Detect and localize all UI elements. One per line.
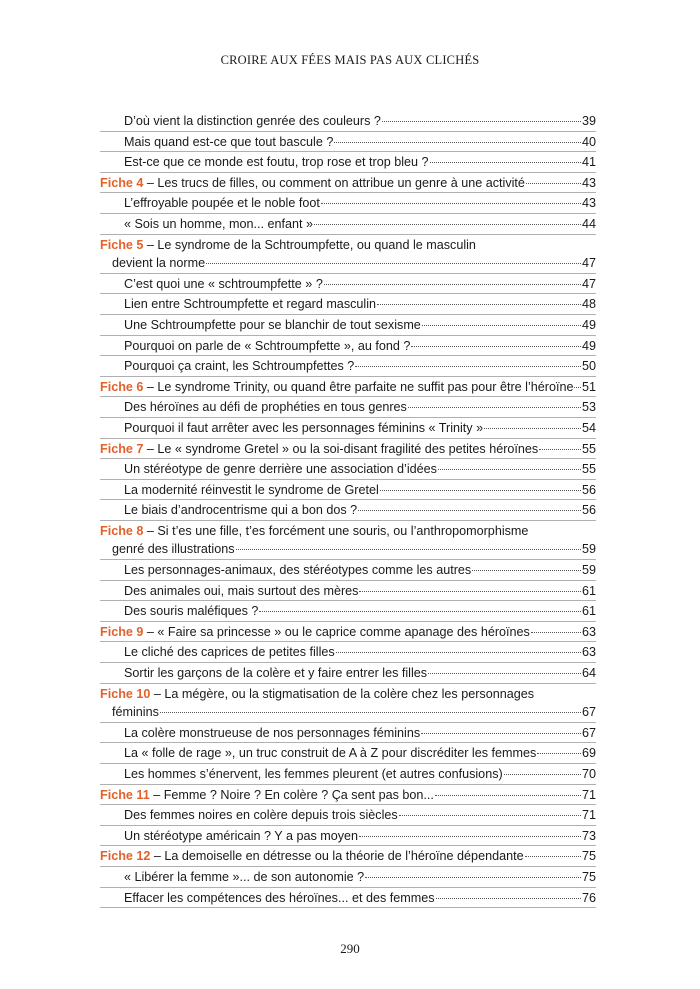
- dot-leader: [380, 490, 581, 491]
- toc-subentry: [100, 132, 596, 153]
- toc-title: Effacer les compétences des héroïnes... et des femmes: [124, 890, 435, 905]
- toc-line: [100, 522, 596, 541]
- dot-leader: [324, 284, 581, 285]
- toc-line: [124, 889, 596, 908]
- dot-leader: [355, 366, 581, 367]
- toc-subentry: [100, 663, 596, 684]
- toc-subentry: [100, 397, 596, 418]
- toc-page-number: 71: [581, 808, 596, 823]
- toc-subentry: [100, 356, 596, 377]
- dot-leader: [436, 898, 581, 899]
- dot-leader: [236, 549, 581, 550]
- toc-line: [100, 847, 596, 866]
- toc-page-number: 67: [581, 725, 596, 740]
- toc-line: [124, 275, 596, 294]
- dot-leader: [438, 469, 581, 470]
- dot-leader: [399, 815, 581, 816]
- toc-line: [124, 316, 596, 335]
- toc-title: Les personnages-animaux, des stéréotypes comme les autres: [124, 563, 472, 578]
- toc-line: [100, 236, 596, 255]
- toc-line: [124, 419, 596, 438]
- toc-title: féminins: [112, 705, 159, 720]
- toc-page-number: 48: [581, 297, 596, 312]
- toc-title: Les hommes s’énervent, les femmes pleurent (et autres confusions): [124, 767, 503, 781]
- toc-title: Un stéréotype de genre derrière une association d’idées: [124, 462, 437, 477]
- fiche-label: Fiche 9: [100, 624, 144, 639]
- toc-page-number: 63: [581, 624, 596, 639]
- toc-title: Sortir les garçons de la colère et y faire entrer les filles: [124, 666, 428, 681]
- toc-title: « Libérer la femme »... de son autonomie ?: [124, 869, 365, 884]
- toc-page-number: 41: [581, 155, 596, 170]
- toc-title: La modernité réinvestit le syndrome de Gretel: [124, 482, 379, 497]
- toc-title: – Femme ? Noire ? En colère ? Ça sent pas bon...: [153, 787, 434, 802]
- toc-line: [124, 806, 596, 825]
- toc-subentry: [100, 743, 596, 764]
- toc-page-number: 47: [581, 256, 596, 271]
- dot-leader: [358, 510, 581, 511]
- toc-title: Lien entre Schtroumpfette et regard masculin: [124, 297, 377, 312]
- toc-line: [124, 337, 596, 356]
- toc-chapter-entry: [100, 521, 596, 560]
- toc-line: [100, 440, 596, 459]
- toc-chapter-entry: [100, 785, 596, 806]
- toc-title: – Si t’es une fille, t’es forcément une souris, ou l’anthropomorphisme: [146, 523, 529, 538]
- dot-leader: [574, 387, 581, 388]
- toc-subentry: [100, 315, 596, 336]
- toc-title: Le cliché des caprices de petites filles: [124, 645, 335, 660]
- dot-leader: [472, 570, 581, 571]
- toc-title: genré des illustrations: [112, 542, 235, 557]
- toc-line: [124, 460, 596, 479]
- toc-page-number: 70: [581, 767, 596, 781]
- dot-leader: [408, 407, 581, 408]
- fiche-label: Fiche 5: [100, 237, 144, 252]
- toc-line: [124, 643, 596, 662]
- toc-line: [124, 295, 596, 314]
- toc-page-number: 76: [581, 890, 596, 905]
- toc-title: Des héroïnes au défi de prophéties en tous genres: [124, 400, 407, 415]
- table-of-contents: [100, 111, 596, 908]
- toc-page-number: 59: [581, 542, 596, 557]
- toc-page-number: 71: [581, 787, 596, 802]
- dot-leader: [537, 753, 581, 754]
- fiche-label: Fiche 7: [100, 441, 144, 456]
- dot-leader: [336, 652, 581, 653]
- toc-title: – Le « syndrome Gretel » ou la soi-disant fragilité des petites héroïnes: [146, 441, 539, 456]
- dot-leader: [484, 428, 581, 429]
- toc-line: [124, 602, 596, 621]
- toc-title: Des femmes noires en colère depuis trois siècles: [124, 808, 398, 823]
- toc-line: [124, 133, 596, 152]
- toc-page-number: 61: [581, 604, 596, 619]
- toc-title: Des animales oui, mais surtout des mères: [124, 583, 359, 598]
- toc-line: [124, 765, 596, 784]
- toc-page-number: 75: [581, 869, 596, 884]
- toc-subentry: [100, 888, 596, 909]
- toc-subentry: [100, 500, 596, 521]
- toc-title: Pourquoi on parle de « Schtroumpfette », au fond ?: [124, 338, 411, 353]
- fiche-label: Fiche 8: [100, 523, 144, 538]
- toc-page-number: 44: [581, 216, 596, 231]
- toc-title: – Les trucs de filles, ou comment on attribue un genre à une activité: [146, 175, 525, 190]
- toc-chapter-entry: [100, 846, 596, 867]
- toc-page-number: 47: [581, 276, 596, 291]
- toc-title: Un stéréotype américain ? Y a pas moyen: [124, 828, 359, 843]
- toc-page-number: 75: [581, 849, 596, 864]
- toc-title: – La demoiselle en détresse ou la théorie de l’héroïne dépendante: [153, 849, 524, 864]
- toc-page-number: 55: [581, 441, 596, 456]
- toc-title: Est-ce que ce monde est foutu, trop rose et trop bleu ?: [124, 155, 429, 170]
- toc-line: [124, 744, 596, 763]
- toc-subentry: [100, 805, 596, 826]
- toc-subentry: [100, 826, 596, 847]
- toc-page-number: 40: [581, 134, 596, 149]
- toc-line: [100, 254, 596, 273]
- toc-page-number: 64: [581, 666, 596, 681]
- toc-page-number: 39: [581, 114, 596, 128]
- dot-leader: [422, 325, 581, 326]
- toc-page-number: 43: [581, 175, 596, 190]
- dot-leader: [334, 142, 581, 143]
- toc-title: devient la norme: [112, 256, 206, 271]
- toc-line: [124, 868, 596, 887]
- toc-line: [100, 540, 596, 559]
- dot-leader: [314, 224, 581, 225]
- dot-leader: [365, 877, 581, 878]
- toc-title: – Le syndrome de la Schtroumpfette, ou quand le masculin: [146, 237, 476, 252]
- toc-line: [124, 664, 596, 683]
- toc-page-number: 59: [581, 563, 596, 578]
- fiche-label: Fiche 10: [100, 686, 151, 701]
- fiche-label: Fiche 6: [100, 379, 144, 394]
- toc-page-number: 69: [581, 746, 596, 761]
- toc-line: [124, 153, 596, 172]
- dot-leader: [526, 183, 581, 184]
- toc-subentry: [100, 723, 596, 744]
- toc-page-number: 53: [581, 400, 596, 415]
- toc-subentry: [100, 214, 596, 235]
- toc-subentry: [100, 193, 596, 214]
- toc-line: [124, 398, 596, 417]
- dot-leader: [259, 611, 581, 612]
- toc-line: [100, 703, 596, 722]
- dot-leader: [539, 449, 581, 450]
- toc-title: La « folle de rage », un truc construit de A à Z pour discréditer les femmes: [124, 746, 537, 761]
- toc-title: Une Schtroumpfette pour se blanchir de tout sexisme: [124, 317, 421, 332]
- toc-line: [124, 827, 596, 846]
- toc-chapter-entry: [100, 622, 596, 643]
- page-number: 290: [340, 941, 360, 956]
- toc-subentry: [100, 111, 596, 132]
- toc-page-number: 55: [581, 462, 596, 477]
- toc-title: C’est quoi une « schtroumpfette » ?: [124, 276, 323, 291]
- toc-title: Mais quand est-ce que tout bascule ?: [124, 134, 334, 149]
- toc-title: – Le syndrome Trinity, ou quand être parfaite ne suffit pas pour être l’héroïne: [146, 379, 574, 394]
- toc-chapter-entry: [100, 235, 596, 274]
- dot-leader: [525, 856, 581, 857]
- toc-title: Pourquoi ça craint, les Schtroumpfettes ?: [124, 359, 355, 374]
- toc-page-number: 67: [581, 705, 596, 720]
- dot-leader: [411, 346, 581, 347]
- toc-subentry: [100, 560, 596, 581]
- dot-leader: [428, 673, 581, 674]
- toc-subentry: [100, 764, 596, 785]
- toc-line: [124, 194, 596, 213]
- toc-line: [100, 378, 596, 397]
- toc-page-number: 51: [581, 379, 596, 394]
- toc-title: La colère monstrueuse de nos personnages féminins: [124, 725, 421, 740]
- dot-leader: [531, 632, 581, 633]
- dot-leader: [504, 774, 581, 775]
- toc-line: [124, 112, 596, 131]
- dot-leader: [377, 304, 581, 305]
- dot-leader: [382, 121, 581, 122]
- toc-chapter-entry: [100, 377, 596, 398]
- fiche-label: Fiche 4: [100, 175, 144, 190]
- dot-leader: [160, 712, 581, 713]
- toc-page-number: 43: [581, 196, 596, 211]
- toc-page-number: 63: [581, 645, 596, 660]
- toc-line: [124, 582, 596, 601]
- toc-subentry: [100, 480, 596, 501]
- toc-line: [100, 685, 596, 704]
- toc-subentry: [100, 294, 596, 315]
- fiche-label: Fiche 11: [100, 787, 150, 802]
- toc-subentry: [100, 152, 596, 173]
- dot-leader: [359, 591, 581, 592]
- toc-subentry: [100, 274, 596, 295]
- toc-title: Des souris maléfiques ?: [124, 604, 259, 619]
- toc-title: Pourquoi il faut arrêter avec les personnages féminins « Trinity »: [124, 420, 484, 435]
- toc-subentry: [100, 867, 596, 888]
- toc-page-number: 56: [581, 482, 596, 497]
- toc-title: D’où vient la distinction genrée des couleurs ?: [124, 114, 381, 128]
- toc-title: – « Faire sa princesse » ou le caprice comme apanage des héroïnes: [146, 624, 530, 639]
- dot-leader: [321, 203, 581, 204]
- toc-line: [124, 481, 596, 500]
- toc-line: [124, 215, 596, 234]
- toc-page-number: 73: [581, 828, 596, 843]
- toc-page-number: 61: [581, 583, 596, 598]
- toc-page-number: 49: [581, 338, 596, 353]
- toc-subentry: [100, 418, 596, 439]
- toc-subentry: [100, 601, 596, 622]
- toc-subentry: [100, 642, 596, 663]
- toc-title: « Sois un homme, mon... enfant »: [124, 216, 314, 231]
- fiche-label: Fiche 12: [100, 849, 151, 864]
- toc-line: [124, 501, 596, 520]
- toc-line: [100, 623, 596, 642]
- toc-chapter-entry: [100, 173, 596, 194]
- toc-line: [124, 561, 596, 580]
- toc-title: Le biais d’androcentrisme qui a bon dos ?: [124, 503, 358, 518]
- toc-chapter-entry: [100, 684, 596, 723]
- toc-subentry: [100, 336, 596, 357]
- toc-subentry: [100, 459, 596, 480]
- toc-title: L’effroyable poupée et le noble foot: [124, 196, 320, 211]
- toc-line: [100, 786, 596, 805]
- toc-line: [124, 357, 596, 376]
- running-head: CROIRE AUX FÉES MAIS PAS AUX CLICHÉS: [220, 53, 480, 67]
- toc-line: [124, 724, 596, 743]
- dot-leader: [359, 836, 581, 837]
- toc-page-number: 50: [581, 359, 596, 374]
- toc-page-number: 56: [581, 503, 596, 518]
- toc-line: [100, 174, 596, 193]
- toc-title: – La mégère, ou la stigmatisation de la colère chez les personnages: [153, 686, 535, 701]
- toc-subentry: [100, 581, 596, 602]
- toc-page-number: 54: [581, 420, 596, 435]
- toc-chapter-entry: [100, 439, 596, 460]
- dot-leader: [421, 733, 581, 734]
- toc-page-number: 49: [581, 317, 596, 332]
- dot-leader: [430, 162, 581, 163]
- dot-leader: [206, 263, 581, 264]
- dot-leader: [435, 795, 581, 796]
